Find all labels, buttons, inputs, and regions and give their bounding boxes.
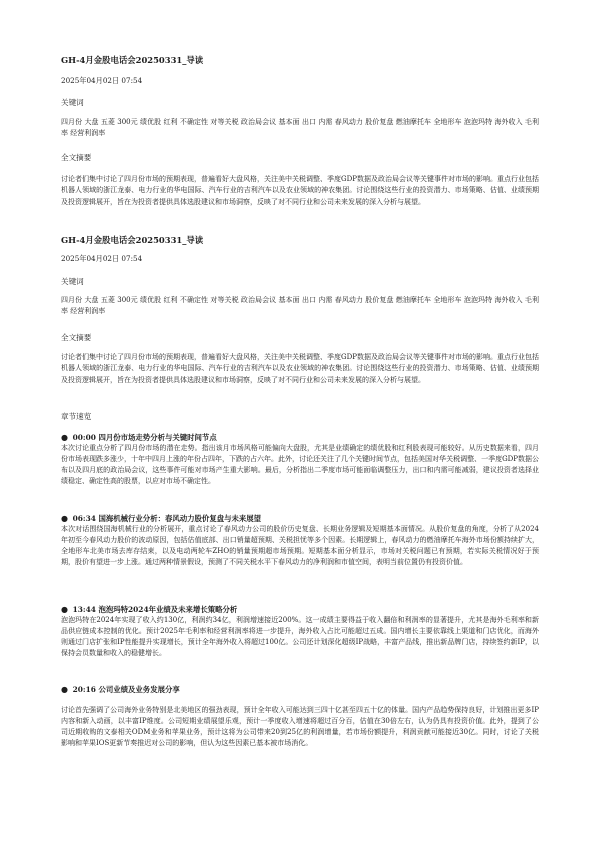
chapter-body: 本次对话围绕国海机械行业的分析展开，重点讨论了春风动力公司的股价历史复盘、长期业务逻辑及短期基本面情况。从股价复盘的角度，分析了从2024年初至今春风动力股价的波动原因，包括估值底部、出口销量超预期、关税担忧等多个因素。长期逻辑上，春风动力的燃油摩托车海外市场份额持续扩大，全地形车北美市场去库存结束，以及电动两轮车ZHO的销量预期超市场预期。短期基本面分析显示，市场对关税问题已有预期，若实际关税情况好于预期，股价有望进一步上涨。通过两种情景假设，预测了不同关税水平下春风动力的净利润和市值空间，表明当前位置仍有投资价值。	[61, 525, 539, 567]
doc-title: GH-4月金股电话会20250331_导读	[61, 235, 204, 245]
chapter-body: 泡泡玛特在2024年实现了收入约130亿，利润约34亿，利润增速接近200%。这一成绩主要得益于收入翻倍和利润率的显著提升，尤其是海外毛利率和新品供应链成本控制的优化。预计2025年毛利率和经营利润率将进一步提升，海外收入占比可能超过五成。国内增长主要依靠线上渠道和门店优化，而海外则通过门店扩张和IP性能提升实现增长，预计全年海外收入将超过100亿。公司还计划深化超级IP战略，丰富产品线，推出新品牌门店，持续签约新IP，以保持会员数量和收入的稳健增长。	[61, 616, 539, 658]
chapter-time: 06:34	[72, 514, 96, 523]
chapter-title-text: 公司业绩及业务发展分享	[98, 685, 180, 694]
bullet-icon: ●	[61, 684, 68, 694]
doc-date: 2025年04月02日 07:54	[61, 76, 143, 85]
chapter-title	[61, 684, 180, 695]
summary-heading: 全文摘要	[61, 153, 92, 162]
bullet-icon: ●	[61, 513, 68, 523]
chapter-title-text: 泡泡玛特2024年业绩及未来增长策略分析	[98, 605, 238, 614]
chapter-title-text: 四月份市场走势分析与关键时间节点	[98, 433, 217, 442]
bullet-icon: ●	[61, 604, 68, 614]
chapter-body: 本次讨论重点分析了四月份市场的潜在走势。指出该月市场风格可能偏向大盘股，尤其是业绩确定的绩优股和红利股表现可能较好。从历史数据来看，四月份市场表现跌多涨少，十年中四月上涨的年份占四年，下跌的占六年。此外，讨论还关注了几个关键时间节点，包括美国对华关税调整、一季度GDP数据公布以及四月底的政治局会议，这些事件可能对市场产生重大影响。最后，分析指出二季度市场可能面临调整压力，出口和内需可能减弱，建议投资者选择业绩稳定、确定性高的股票，以应对市场不确定性。	[61, 444, 539, 486]
summary-text: 讨论者们集中讨论了四月份市场的预期表现，普遍看好大盘风格，关注美中关税调整、季度GDP数据及政治局会议等关键事件对市场的影响。重点行业包括机器人领域的浙江龙泰、电力行业的华电国际、汽车行业的吉利汽车以及农业领域的神农集团。讨论围绕这些行业的投资潜力、市场策略、估值、业绩预期及投资逻辑展开，旨在为投资者提供具体选股建议和市场洞察，反映了对不同行业和公司未来发展的深入分析与展望。	[61, 175, 539, 206]
keywords-heading: 关键词	[61, 98, 84, 107]
doc-title: GH-4月金股电话会20250331_导读	[61, 55, 204, 65]
summary-heading: 全文摘要	[61, 333, 92, 342]
keywords-text: 四月份 大盘 五菱 300元 绩优股 红利 不确定性 对等关税 政治局会议 基本面 出口 内需 春风动力 股价复盘 燃油摩托车 全地形车 泡泡玛特 海外收入 毛利率 经营利润率	[61, 118, 539, 138]
keywords-heading: 关键词	[61, 277, 84, 286]
keywords-text: 四月份 大盘 五菱 300元 绩优股 红利 不确定性 对等关税 政治局会议 基本面 出口 内需 春风动力 股价复盘 燃油摩托车 全地形车 泡泡玛特 海外收入 毛利率 经营利润率	[61, 296, 539, 316]
chapter-body: 讨论首先强调了公司海外业务特别是北美地区的强劲表现，预计全年收入可能达到三四十亿甚至四五十亿的体量。国内产品趋势保持良好，计划推出更多IP内容和新入动画，以丰富IP维度。公司短期业绩展望乐观，预计一季度收入增速将超过百分百，估值在30倍左右，认为仍具有投资价值。此外，提到了公司近期收购的文泰相关ODM业务和苹果业务，预计这将为公司带来20到25亿的利润增量，若市场份额提升，利润贡献可能接近30亿。同时，讨论了关税影响和苹果IOS更新节奏推迟对公司的影响，但认为这些因素已基本被市场消化。	[61, 706, 539, 748]
chapter-title	[61, 604, 237, 615]
chapter-title-text: 国海机械行业分析：春风动力股价复盘与未来展望	[98, 514, 262, 523]
bullet-icon: ●	[61, 432, 68, 442]
chapter-time: 20:16	[72, 685, 96, 694]
chapter-time: 00:00	[72, 433, 96, 442]
chapters-heading: 章节速览	[61, 412, 92, 421]
chapter-title	[61, 513, 261, 524]
doc-date: 2025年04月02日 07:54	[61, 254, 143, 263]
summary-text: 讨论者们集中讨论了四月份市场的预期表现，普遍看好大盘风格，关注美中关税调整、季度GDP数据及政治局会议等关键事件对市场的影响。重点行业包括机器人领域的浙江龙泰、电力行业的华电国际、汽车行业的吉利汽车以及农业领域的神农集团。讨论围绕这些行业的投资潜力、市场策略、估值、业绩预期及投资逻辑展开，旨在为投资者提供具体选股建议和市场洞察，反映了对不同行业和公司未来发展的深入分析与展望。	[61, 353, 539, 384]
chapter-time: 13:44	[72, 605, 96, 614]
chapter-title	[61, 432, 217, 443]
